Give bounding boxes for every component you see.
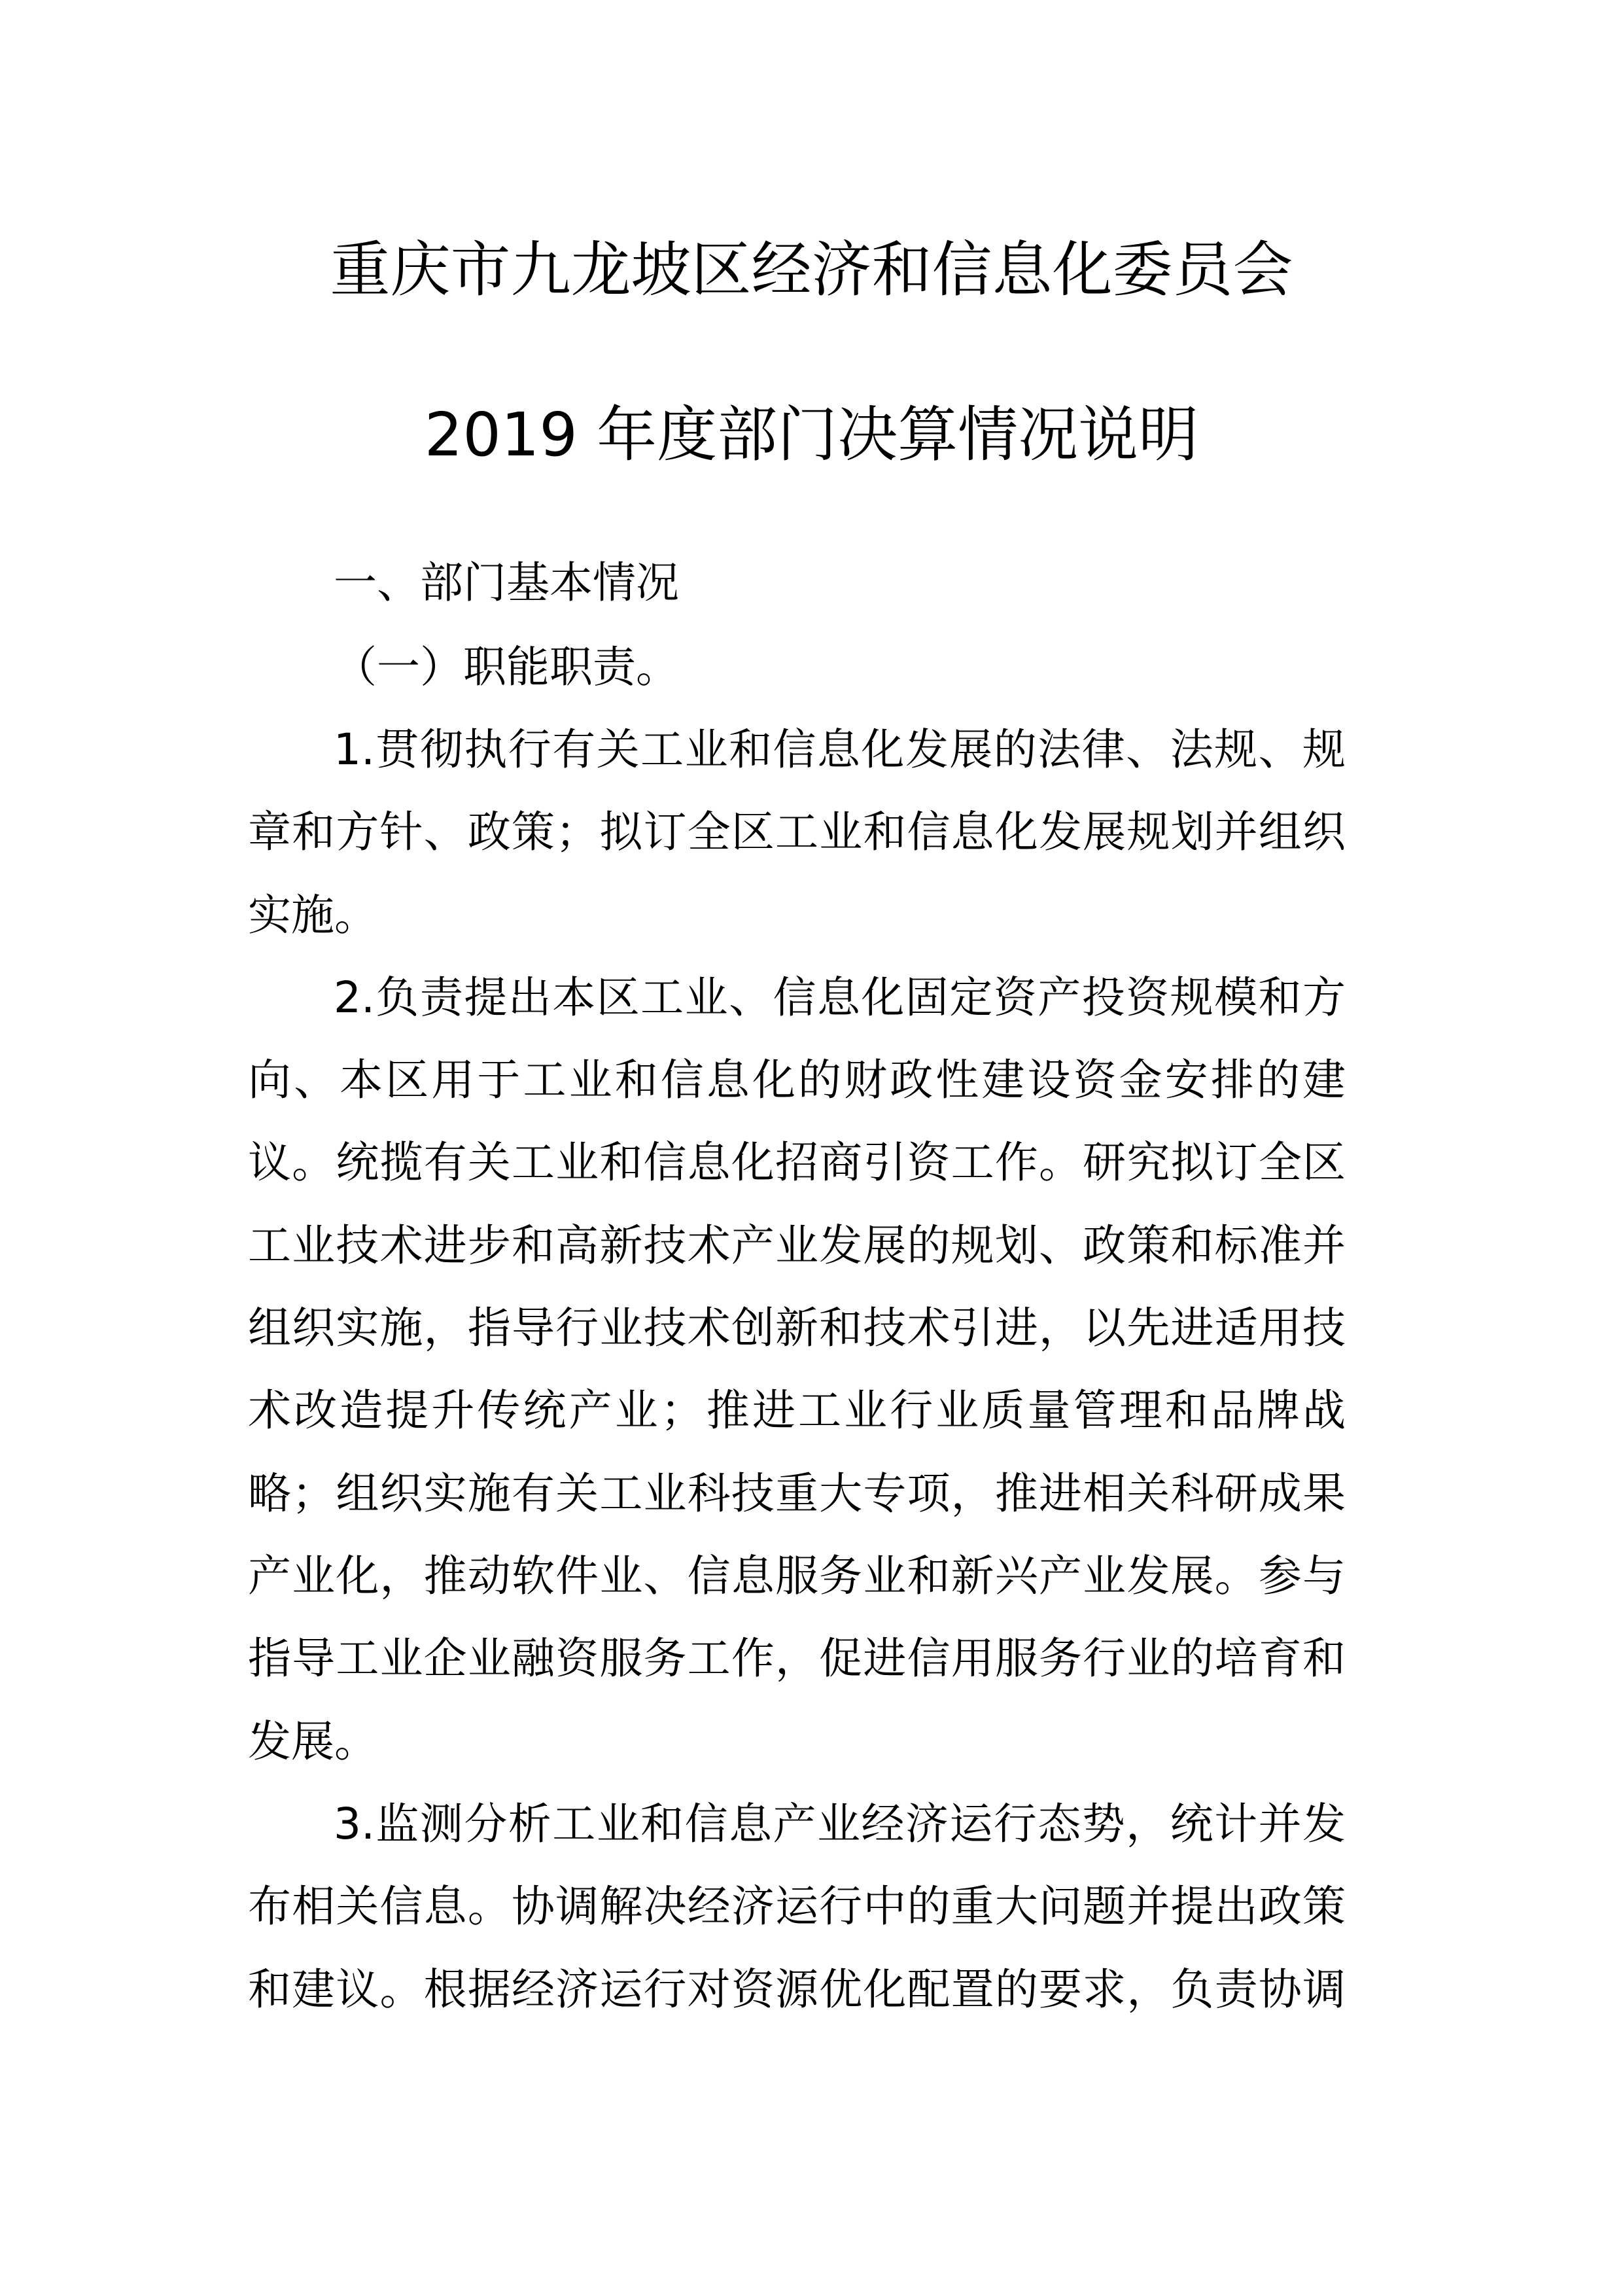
paragraph-line: 1.贯彻执行有关工业和信息化发展的法律、法规、规: [334, 724, 1346, 775]
paragraph-line: 3.监测分析工业和信息产业经济运行态势，统计并发: [334, 1799, 1346, 1849]
section-subheading: （一）职能职责。: [334, 642, 679, 692]
paragraph-line: 工业技术进步和高新技术产业发展的规划、政策和标准并: [248, 1220, 1346, 1271]
paragraph-line: 产业化，推动软件业、信息服务业和新兴产业发展。参与: [248, 1551, 1346, 1601]
paragraph-line: 指导工业企业融资服务工作，促进信用服务行业的培育和: [248, 1633, 1346, 1684]
paragraph-line: 术改造提升传统产业；推进工业行业质量管理和品牌战: [248, 1385, 1346, 1436]
paragraph-line: 章和方针、政策；拟订全区工业和信息化发展规划并组织: [248, 807, 1346, 857]
paragraph-line: 和建议。根据经济运行对资源优化配置的要求，负责协调: [248, 1964, 1346, 2015]
paragraph-line: 布相关信息。协调解决经济运行中的重大问题并提出政策: [248, 1881, 1346, 1932]
paragraph-line: 2.负责提出本区工业、信息化固定资产投资规模和方: [334, 972, 1346, 1023]
paragraph-line: 议。统揽有关工业和信息化招商引资工作。研究拟订全区: [248, 1137, 1346, 1188]
document-title-line2: 2019 年度部门决算情况说明: [424, 400, 1199, 470]
document-title-line1: 重庆市九龙坡区经济和信息化委员会: [330, 235, 1293, 305]
paragraph-line: 实施。: [248, 890, 377, 940]
paragraph-line: 向、本区用于工业和信息化的财政性建设资金安排的建: [248, 1055, 1346, 1105]
paragraph-line: 略；组织实施有关工业科技重大专项，推进相关科研成果: [248, 1468, 1346, 1519]
paragraph-line: 组织实施，指导行业技术创新和技术引进，以先进适用技: [248, 1303, 1346, 1353]
section-heading: 一、部门基本情况: [334, 557, 679, 608]
paragraph-line: 发展。: [248, 1716, 377, 1767]
